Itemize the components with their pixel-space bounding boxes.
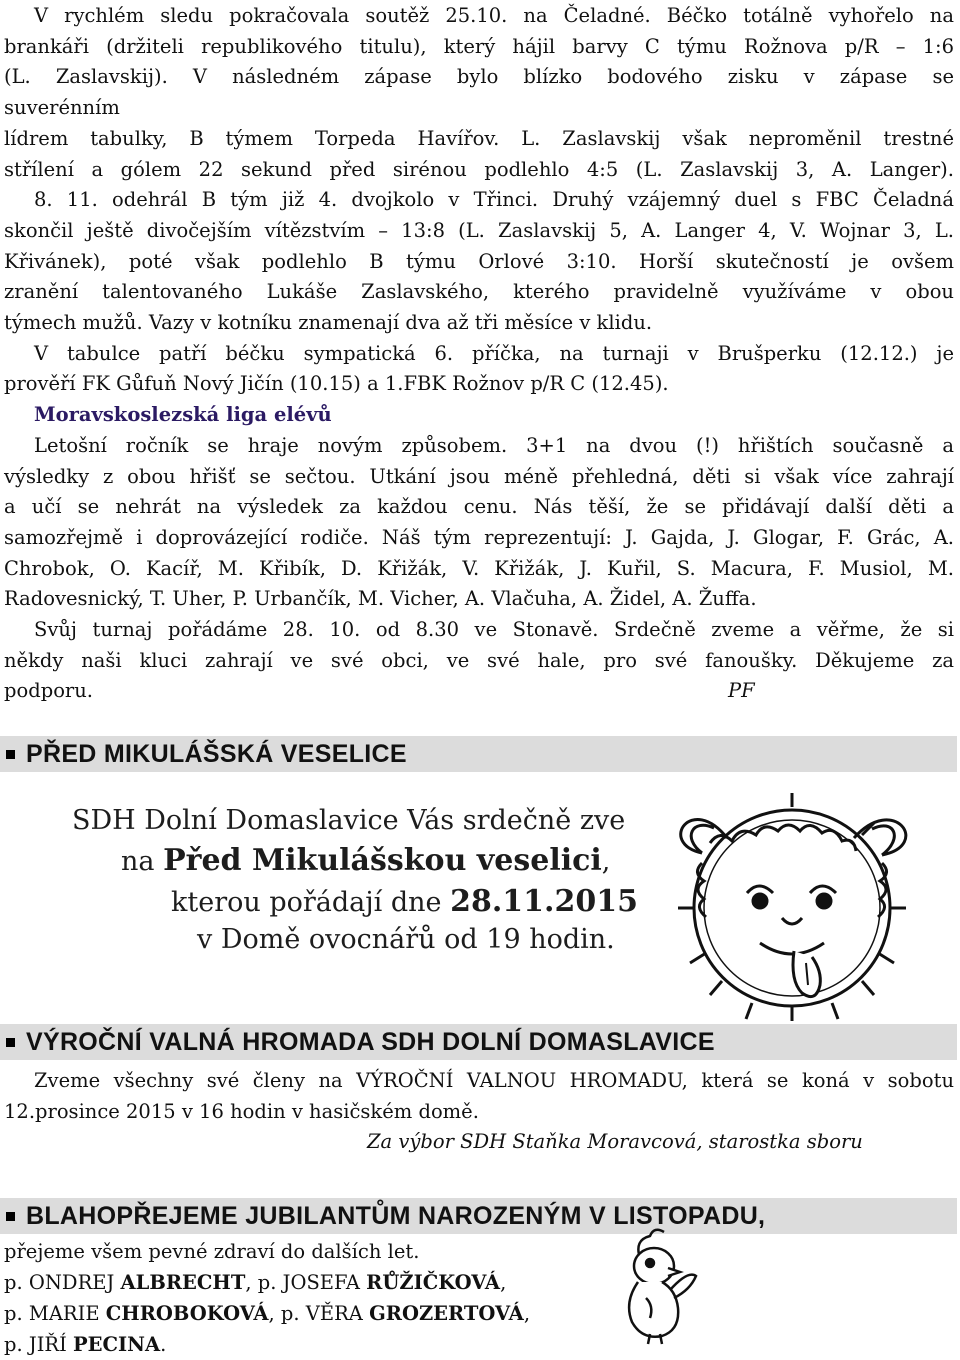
invitation-line: v Domě ovocnářů od 19 hodin. xyxy=(197,924,615,955)
hromada-signature: Za výbor SDH Staňka Moravcová, starostka sboru xyxy=(367,1130,863,1154)
section-heading: BLAHOPŘEJEME JUBILANTŮM NAROZENÝM V LISTOPADU, xyxy=(26,1201,766,1230)
section-bar-jubilanti xyxy=(0,1198,957,1234)
bullet-icon xyxy=(6,1212,15,1221)
article-line: V tabulce patří béčku sympatická 6. příčka, na turnaji v Brušperku (12.12.) je xyxy=(34,341,954,365)
hromada-text xyxy=(4,1066,954,1158)
article-line: V rychlém sledu pokračovala soutěž 25.10. na Čeladné. Béčko totálně vyhořelo na xyxy=(34,4,954,27)
subheading-liga-elevu: Moravskoslezská liga elévů xyxy=(34,403,332,427)
hromada-line: Zveme všechny své členy na VÝROČNÍ VALNOU HROMADU, která se koná v sobotu xyxy=(34,1069,954,1092)
article-last-line xyxy=(4,676,954,707)
article-line: zranění talentovaného Lukáše Zaslavského, kterého pravidelně využíváme v obou xyxy=(4,280,954,304)
bullet-icon xyxy=(6,750,15,759)
section-bar-mikulas xyxy=(0,736,957,772)
article-line: podporu. xyxy=(4,679,94,703)
article-line: někdy naši kluci zahrají ve své obci, ve své hale, pro své fanoušky. Děkujeme za xyxy=(4,648,954,672)
jubilanti-row: p. ONDREJ ALBRECHT, p. JOSEFA RŮŽIČKOVÁ, xyxy=(4,1271,507,1294)
article-line: Chrobok, O. Kacíř, M. Křibík, D. Křižák, V. Křižák, J. Kuřil, S. Macura, F. Musiol, M. xyxy=(4,556,954,580)
article-line: brankáři (držiteli republikového titulu), který hájil barvy C týmu Rožnova p/R – 1:6 xyxy=(4,34,954,58)
section-heading: VÝROČNÍ VALNÁ HROMADA SDH DOLNÍ DOMASLAVICE xyxy=(26,1027,715,1056)
invitation-line: kterou pořádají dne 28.11.2015 xyxy=(171,884,638,919)
article-line: (L. Zaslavskij). V následném zápase bylo blízko bodového zisku v zápase se xyxy=(4,65,954,89)
invitation-line: na Před Mikulášskou veselici, xyxy=(121,843,611,878)
article-line: 8. 11. odehrál B tým již 4. dvojkolo v Třinci. Druhý vzájemný duel s FBC Čeladná xyxy=(34,188,954,212)
jubilanti-row: p. JIŘÍ PECINA. xyxy=(4,1333,167,1356)
article-line: týmech mužů. Vazy v kotníku znamenají dva až tři měsíce v klidu. xyxy=(4,311,653,335)
hromada-line: 12.prosince 2015 v 16 hodin v hasičském domě. xyxy=(4,1099,479,1123)
article-line: samozřejmě i doprovázející rodiče. Náš tým reprezentují: J. Gajda, J. Glogar, F. Grác, A. xyxy=(4,525,954,549)
article-line: a učí se nehrát na výsledek za každou cenu. Nás těší, že se přidávají další děti a xyxy=(4,495,954,519)
devil-illustration xyxy=(632,783,952,1023)
article-line: Radovesnický, T. Uher, P. Urbančík, M. Vicher, A. Vlačuha, A. Židel, A. Žuffa. xyxy=(4,587,757,611)
section-heading: PŘED MIKULÁŠSKÁ VESELICE xyxy=(26,739,407,768)
invitation-line: SDH Dolní Domaslavice Vás srdečně zve xyxy=(72,805,626,836)
article-line: skončil ještě divočejším vítězstvím – 13:8 (L. Zaslavskij 5, A. Langer 4, V. Wojnar 3, L. xyxy=(4,218,954,242)
article-line: Svůj turnaj pořádáme 28. 10. od 8.30 ve Stonavě. Srdečně zveme a věřme, že si xyxy=(34,618,954,642)
article-line: střílení a gólem 22 sekund před sirénou podlehlo 4:5 (L. Zaslavskij 3, A. Langer). xyxy=(4,157,954,181)
section-bar-hromada xyxy=(0,1024,957,1060)
article-line: Křivánek), poté však podlehlo B týmu Orlové 3:10. Horší skutečností je ovšem xyxy=(4,249,954,273)
jubilanti-list xyxy=(4,1236,530,1360)
article-floorball xyxy=(4,1,954,707)
article-line: výsledky z obou hřišť se sečtou. Utkání jsou méně přehledná, děti si však více zahrají xyxy=(4,464,954,488)
article-line: Letošní ročník se hraje novým způsobem. 3+1 na dvou (!) hřištích současně a xyxy=(34,433,954,457)
article-line: lídrem tabulky, B týmem Torpeda Havířov. L. Zaslavskij však neproměnil trestné xyxy=(4,126,954,150)
article-signature: PF xyxy=(728,679,755,703)
bullet-icon xyxy=(6,1038,15,1047)
article-line: suverénním xyxy=(4,96,120,120)
jubilanti-intro: přejeme všem pevné zdraví do dalších let. xyxy=(4,1240,420,1263)
article-line: prověří FK Gůfuň Nový Jičín (10.15) a 1.FBK Rožnov p/R C (12.45). xyxy=(4,372,669,396)
jubilanti-row: p. MARIE CHROBOKOVÁ, p. VĚRA GROZERTOVÁ, xyxy=(4,1302,531,1325)
bird-illustration xyxy=(610,1228,700,1348)
invitation-block xyxy=(0,800,638,960)
